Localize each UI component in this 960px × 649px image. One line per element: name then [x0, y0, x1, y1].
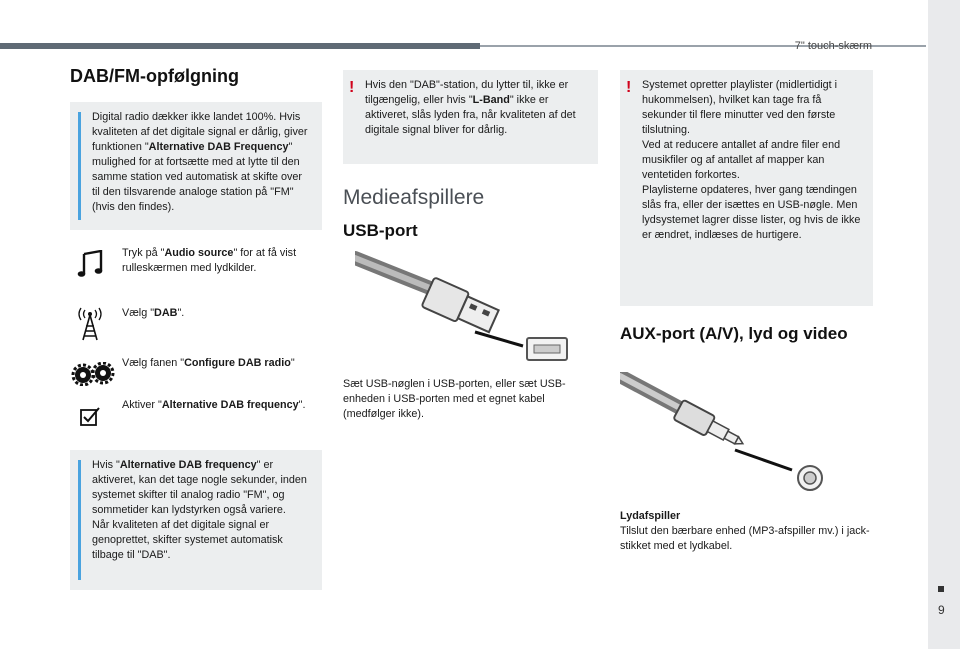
header-bar: [0, 43, 480, 49]
page-marker: [938, 586, 944, 592]
chapter-title: 7" touch-skærm: [794, 40, 872, 52]
step-text: Tryk på "Audio source" for at få vist rulleskærmen med lydkilder.: [122, 247, 297, 274]
aux-label: Lydafspiller: [620, 510, 681, 522]
usb-title: USB-port: [343, 221, 418, 240]
aux-title: AUX-port (A/V), lyd og video: [620, 324, 848, 343]
step-configure: [70, 356, 320, 392]
step-audio-source: [70, 246, 320, 292]
checkbox-icon: [70, 398, 110, 434]
aux-description: [620, 509, 875, 554]
step-text: Vælg fanen "Configure DAB radio": [122, 357, 295, 369]
info-note-text: Digital radio dækker ikke landet 100%. Hvis kvaliteten af det digitale signal er dårlig, giver funktionen "Alternative DAB Frequency" mulighed for at fortsætte med at lytte til den samme station ved automatisk at skifte over til den tilsvarende analoge station på "FM" (hvis den findes).: [92, 111, 308, 213]
gears-icon: [70, 356, 116, 392]
aux-illustration: [620, 372, 830, 497]
info-icon: [78, 112, 81, 220]
antenna-icon: [70, 306, 110, 342]
step-text: Vælg "DAB".: [122, 307, 185, 319]
section-title: DAB/FM-opfølgning: [70, 66, 239, 86]
music-note-icon: [70, 246, 110, 282]
step-dab: [70, 306, 320, 346]
usb-text: Sæt USB-nøglen i USB-porten, eller sæt USB-enheden i USB-porten med et egnet kabel (medfølger ikke).: [343, 378, 566, 420]
info-icon: [78, 460, 81, 580]
info-note-text: Hvis "Alternative DAB frequency" er aktiveret, kan det tage nogle sekunder, inden systemet skifter til analog radio "FM", og sommetider kan lydstyrken også variere.: [92, 459, 307, 516]
usb-illustration: [355, 250, 575, 365]
step-activate: [70, 398, 320, 438]
page-number: 9: [938, 603, 945, 617]
info-note-2: [70, 450, 322, 590]
warning-note-2: [620, 70, 873, 306]
info-note-text: Når kvaliteten af det digitale signal er genoprettet, skifter systemet automatisk tilbage til "DAB".: [92, 519, 283, 561]
step-text: Aktiver "Alternative DAB frequency".: [122, 399, 306, 411]
media-title: Medieafspillere: [343, 186, 485, 209]
warning-note: [343, 70, 598, 164]
warning-icon: !: [626, 79, 632, 96]
page-margin-strip: [928, 0, 960, 649]
aux-text: Tilslut den bærbare enhed (MP3-afspiller mv.) i jack-stikket med et lydkabel.: [620, 525, 870, 552]
warning-icon: !: [349, 79, 355, 96]
warning-text: Hvis den "DAB"-station, du lytter til, ikke er tilgængelig, eller hvis "L-Band" ikke er aktiveret, slås lyden fra, når kvaliteten af det digitale signal bliver for dårlig.: [365, 79, 576, 136]
info-note: [70, 102, 322, 230]
warning-text: Playlisterne opdateres, hver gang tændingen slås fra, eller der isættes en USB-nøgle. Men lydsystemet lagrer disse lister, og hvis de ikke er ændret, indlæses de hurtigere.: [642, 184, 861, 241]
warning-text: Ved at reducere antallet af andre filer end musikfiler og af antallet af mapper kan ventetiden forkortes.: [642, 139, 841, 181]
warning-text: Systemet opretter playlister (midlertidigt i hukommelsen), hvilket kan tage fra få sekunder til flere minutter ved den første tilslutning.: [642, 79, 838, 136]
